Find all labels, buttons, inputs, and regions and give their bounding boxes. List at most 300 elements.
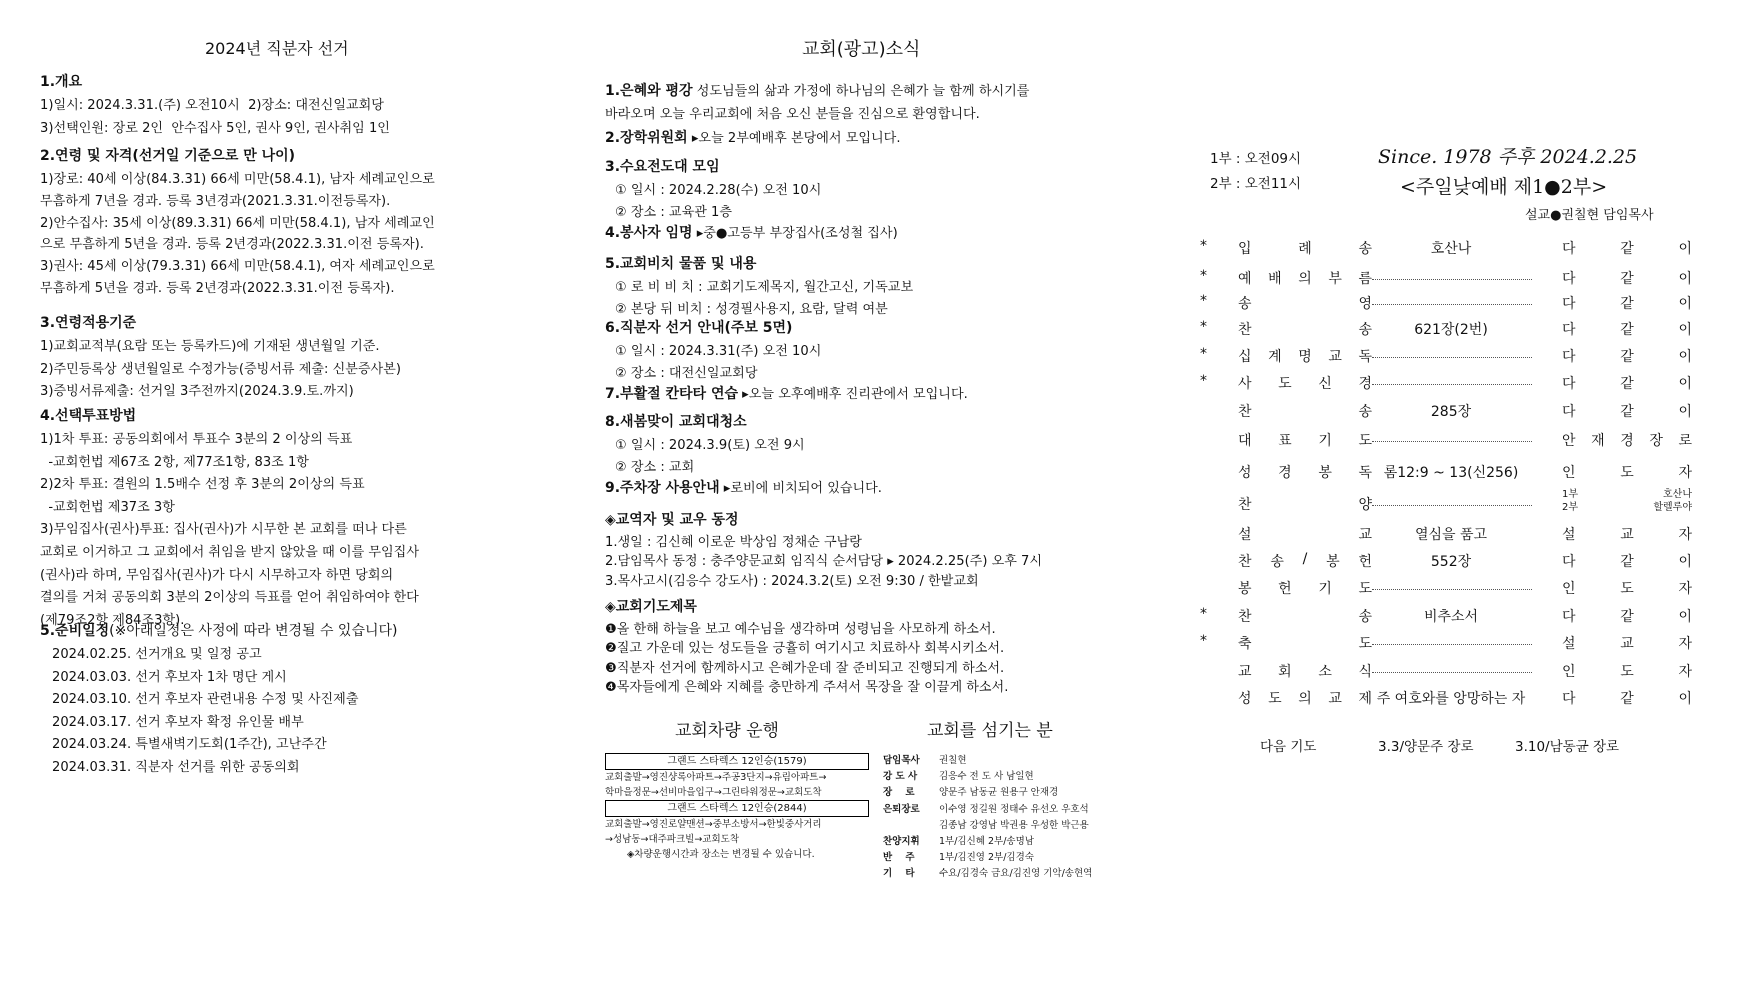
servant-row — [883, 769, 1123, 785]
election-section — [40, 312, 520, 404]
order-element-name — [1238, 373, 1372, 393]
order-leader — [1562, 268, 1692, 288]
order-element-name — [1238, 319, 1372, 339]
order-name-char: 례 — [1298, 241, 1312, 257]
order-leader-line — [1562, 488, 1692, 501]
order-name-char: 의 — [1298, 271, 1312, 287]
order-star: * — [1200, 373, 1207, 389]
order-name-char: 회 — [1278, 664, 1292, 680]
order-leader-char: 경 — [1620, 433, 1634, 449]
news-item-line: ① 일시 : 2024.2.28(수) 오전 10시 — [615, 182, 822, 198]
order-leader-char: 같 — [1620, 609, 1634, 625]
order-leader-char: 같 — [1620, 404, 1634, 420]
news-item-heading: 2.장학위원회 — [605, 130, 688, 146]
order-name-char: 예 — [1238, 271, 1252, 287]
order-row — [1200, 401, 1720, 421]
order-leader-char: 자 — [1678, 636, 1692, 652]
order-name-char: 표 — [1278, 433, 1292, 449]
order-name-char: 양 — [1358, 497, 1372, 513]
order-leader-char: 이 — [1678, 241, 1692, 257]
service-time-1: 1부 : 오전09시 — [1210, 151, 1302, 167]
order-leader-char: 교 — [1620, 636, 1634, 652]
order-name-char: 의 — [1298, 691, 1312, 707]
election-section-heading — [40, 145, 520, 165]
order-name-char: / — [1302, 551, 1308, 567]
order-name-char: 성 — [1238, 691, 1252, 707]
election-section-heading — [40, 405, 520, 425]
next-prayer-1: 3.3/양문주 장로 — [1378, 739, 1474, 755]
order-element-name — [1238, 551, 1372, 571]
news-item-heading: 5.교회비치 물품 및 내용 — [605, 256, 757, 272]
order-leader-char: 다 — [1562, 241, 1576, 257]
bus-1-route-2: 학마을정문→선비마을입구→그린타워정문→교회도착 — [605, 787, 822, 798]
order-name-char: 축 — [1238, 636, 1252, 652]
vehicle-note: ◈차량운행시간과 장소는 변경될 수 있습니다. — [627, 849, 815, 860]
order-leader-char: 같 — [1620, 376, 1634, 392]
order-star: * — [1200, 293, 1207, 309]
service-name: <주일낮예배 제1●2부> — [1400, 176, 1608, 198]
order-leader — [1562, 373, 1692, 393]
news-item — [605, 411, 1125, 480]
order-name-char: 신 — [1318, 376, 1332, 392]
news-item — [605, 156, 1125, 225]
order-row — [1200, 688, 1720, 708]
order-leader-char: 이 — [1678, 322, 1692, 338]
news-item-heading-line — [605, 317, 1125, 341]
order-dotted-leader — [1372, 672, 1532, 673]
news-item-line: ② 장소 : 교회 — [615, 460, 695, 475]
order-name-char: 찬 — [1238, 497, 1252, 513]
election-line: 2024.03.10. 선거 후보자 관련내용 수정 및 사진제출 — [52, 692, 359, 708]
election-title: 2024년 직분자 선거 — [205, 39, 349, 58]
election-line: 3)증빙서류제출: 선거일 3주전까지(2024.3.9.토.까지) — [40, 384, 354, 400]
servant-names: 이수영 정길원 정태수 유선오 우호석 — [939, 803, 1089, 815]
servant-names: 1부/김신혜 2부/송명남 — [939, 836, 1034, 848]
news-item-heading: ◈교역자 및 교우 동정 — [605, 512, 739, 528]
order-leader-char: 다 — [1562, 271, 1576, 287]
order-name-char: 송 — [1270, 554, 1284, 570]
order-leader — [1562, 524, 1692, 544]
election-line: (권사)라 하며, 무임집사(권사)가 다시 시무하고자 하면 당회의 — [40, 567, 394, 583]
order-name-char: 도 — [1358, 433, 1372, 449]
order-leader-char: 이 — [1678, 609, 1692, 625]
election-line: 2)2차 투표: 결원의 1.5배수 선정 후 3분의 2이상의 득표 — [40, 477, 365, 493]
order-leader-char: 재 — [1591, 433, 1605, 449]
order-row — [1200, 578, 1720, 598]
news-item — [605, 80, 1125, 126]
election-line: (제79조2항 제84조3항). — [40, 612, 185, 628]
news-item-heading: 6.직분자 선거 안내(주보 5면) — [605, 320, 793, 336]
election-line: 으로 무흠하게 5년을 경과. 등록 2년경과(2022.3.31.이전 등록자). — [40, 237, 424, 253]
order-detail: 호산나 — [1430, 241, 1472, 257]
order-dotted-leader — [1372, 357, 1532, 358]
news-item — [605, 253, 1125, 322]
servant-names: 1부/김진영 2부/김경숙 — [939, 852, 1034, 864]
order-name-char: 도 — [1358, 581, 1372, 597]
order-element-name — [1238, 524, 1372, 544]
servant-role: 반 주 — [883, 852, 915, 864]
election-heading-note: (※아래일정은 사정에 따라 변경될 수 있습니다) — [109, 623, 398, 639]
news-item — [605, 477, 1125, 501]
order-dotted-leader — [1372, 384, 1532, 385]
bus-2-route-1: 교회출발→영진로얄맨션→중부소방서→한빛중사거리 — [605, 819, 822, 830]
order-element-name — [1238, 268, 1372, 288]
order-element-name — [1238, 238, 1372, 258]
order-row — [1200, 661, 1720, 681]
order-dotted-leader — [1372, 304, 1532, 305]
news-item-heading-line — [605, 80, 1125, 104]
order-leader-char: 같 — [1620, 271, 1634, 287]
order-leader — [1562, 606, 1692, 626]
news-item-heading: 8.새봄맞이 교회대청소 — [605, 414, 747, 430]
news-item-line: 3.목사고시(김응수 강도사) : 2024.3.2(토) 오전 9:30 / 한밭교회 — [605, 573, 979, 589]
news-item-heading: 9.주차장 사용안내 — [605, 480, 720, 496]
order-leader-char: 자 — [1678, 465, 1692, 481]
order-row — [1200, 606, 1720, 626]
order-name-char: 송 — [1358, 404, 1372, 420]
news-item — [605, 383, 1125, 407]
order-row — [1200, 551, 1720, 571]
order-element-name — [1238, 606, 1372, 626]
order-leader-char: 도 — [1620, 465, 1634, 481]
order-leader-char: 인 — [1562, 465, 1576, 481]
news-item-heading-line — [605, 156, 1125, 180]
news-item-heading-line — [605, 383, 1125, 407]
news-item-line: ❶올 한해 하늘을 보고 예수님을 생각하며 성령님을 사모하게 하소서. — [605, 621, 996, 637]
order-name-char: 사 — [1238, 376, 1252, 392]
servant-row — [883, 753, 1123, 769]
order-leader-char: 다 — [1562, 376, 1576, 392]
election-line: 3)선택인원: 장로 2인 안수집사 5인, 권사 9인, 권사취임 1인 — [40, 120, 390, 136]
order-leader — [1562, 551, 1692, 571]
order-star: * — [1200, 238, 1207, 254]
servant-row — [883, 785, 1123, 801]
order-leader-part: 2부 — [1562, 502, 1579, 513]
bus-1-route-1: 교회출발→영진샹록아파트→주공3단지→유림아파트→ — [605, 772, 827, 783]
servant-role: 담임목사 — [883, 755, 920, 766]
order-name-char: 기 — [1318, 433, 1332, 449]
order-leader-char: 같 — [1620, 691, 1634, 707]
news-item — [605, 127, 1125, 151]
order-name-char: 명 — [1298, 349, 1312, 365]
servant-role: 강 도 사 — [883, 771, 918, 783]
order-leader-char: 다 — [1562, 404, 1576, 420]
news-item — [605, 509, 1125, 591]
order-element-name — [1238, 578, 1372, 598]
order-name-char: 소 — [1318, 664, 1332, 680]
order-name-char: 찬 — [1238, 609, 1252, 625]
news-item-heading-line — [605, 411, 1125, 435]
news-title: 교회(광고)소식 — [802, 39, 921, 60]
order-star: * — [1200, 606, 1207, 622]
order-leader-char: 도 — [1620, 664, 1634, 680]
order-name-char: 경 — [1358, 376, 1372, 392]
election-section-heading — [40, 620, 520, 640]
order-leader — [1562, 430, 1692, 450]
order-row — [1200, 524, 1720, 544]
election-section-heading — [40, 71, 520, 91]
news-item-line: ② 장소 : 교육관 1층 — [615, 205, 733, 220]
order-element-name — [1238, 688, 1372, 708]
election-heading-text: 2.연령 및 자격(선거일 기준으로 만 나이) — [40, 148, 296, 164]
order-name-char: 교 — [1238, 664, 1252, 680]
election-section-heading — [40, 312, 520, 332]
election-line: -교회헌법 제37조 3항 — [40, 499, 175, 515]
order-dotted-leader — [1372, 279, 1532, 280]
bus-2-route-2: →성남동→대주파크빌→교회도착 — [605, 834, 740, 845]
servant-role: 장 로 — [883, 787, 915, 799]
order-name-char: 봉 — [1326, 554, 1340, 570]
order-name-char: 십 — [1238, 349, 1252, 365]
servant-row — [883, 850, 1123, 866]
order-detail: 열심을 품고 — [1414, 527, 1488, 543]
news-item-line: 2.담임목사 동정 : 충주양문교회 임직식 순서담당 ▸ 2024.2.25(주) 오후 7시 — [605, 554, 1043, 569]
order-leader-char: 다 — [1562, 609, 1576, 625]
news-item-heading-line — [605, 222, 1125, 246]
news-item-line: ❸직분자 선거에 함께하시고 은혜가운데 잘 준비되고 진행되게 하소서. — [605, 660, 1005, 676]
order-element-name — [1238, 430, 1372, 450]
order-leader-multi — [1562, 488, 1692, 514]
servants-list — [883, 753, 1123, 883]
order-dotted-leader — [1372, 505, 1532, 506]
order-name-char: 대 — [1238, 433, 1252, 449]
order-detail: 621장(2번) — [1414, 322, 1488, 338]
news-item-heading: 3.수요전도대 모임 — [605, 159, 720, 175]
servant-role: 은퇴장로 — [883, 803, 920, 815]
order-name-char: 송 — [1238, 296, 1252, 312]
order-detail: 비추소서 — [1423, 609, 1479, 625]
election-line: 2024.03.24. 특별새벽기도회(1주간), 고난주간 — [52, 737, 327, 753]
news-item-text: ▸오늘 2부예배후 본당에서 모입니다. — [687, 131, 901, 146]
order-name-char: 식 — [1358, 664, 1372, 680]
order-row — [1200, 373, 1720, 393]
order-element-name — [1238, 494, 1372, 514]
election-line: 무흠하게 7년을 경과. 등록 3년경과(2021.3.31.이전등록자). — [40, 193, 391, 209]
order-leader — [1562, 293, 1692, 313]
news-item-line: 1.생일 : 김신혜 이로운 박상임 정채순 구남랑 — [605, 534, 862, 550]
order-name-char: 송 — [1358, 609, 1372, 625]
order-leader-char: 같 — [1620, 349, 1634, 365]
news-item-heading-line — [605, 509, 1125, 533]
order-leader-char: 이 — [1678, 691, 1692, 707]
order-leader-char: 자 — [1678, 527, 1692, 543]
news-item-line: ② 장소 : 대전신일교회당 — [615, 366, 758, 381]
order-leader-char: 교 — [1620, 527, 1634, 543]
order-leader — [1562, 319, 1692, 339]
order-name-char: 도 — [1268, 691, 1282, 707]
since-date: Since. 1978 주후 2024.2.25 — [1378, 146, 1638, 168]
order-leader-char: 장 — [1649, 433, 1663, 449]
order-row — [1200, 346, 1720, 366]
election-heading-text: 3.연령적용기준 — [40, 315, 137, 331]
order-name-char: 도 — [1358, 636, 1372, 652]
news-item — [605, 222, 1125, 246]
election-line: 3)권사: 45세 이상(79.3.31) 66세 미만(58.4.1), 여자 세례교인으로 — [40, 259, 435, 275]
news-item-line: ② 본당 뒤 비치 : 성경필사용지, 요람, 달력 여분 — [615, 302, 888, 317]
order-leader-char: 같 — [1620, 554, 1634, 570]
election-line: 1)장로: 40세 이상(84.3.31) 66세 미만(58.4.1), 남자 세례교인으로 — [40, 172, 435, 187]
order-name-char: 름 — [1358, 271, 1372, 287]
election-section — [40, 71, 520, 140]
election-heading-text: 4.선택투표방법 — [40, 408, 137, 424]
next-prayer-2: 3.10/남동균 장로 — [1515, 739, 1620, 755]
order-leader-char: 다 — [1562, 554, 1576, 570]
news-item-heading-line — [605, 596, 1125, 620]
servant-names: 양문주 남동균 원용구 안재경 — [939, 787, 1059, 799]
order-element-name — [1238, 293, 1372, 313]
order-leader-char: 자 — [1678, 664, 1692, 680]
order-name-char: 독 — [1358, 465, 1372, 481]
order-detail: 주 여호와를 앙망하는 자 — [1376, 691, 1526, 707]
order-leader-char: 이 — [1678, 349, 1692, 365]
news-item-heading: ◈교회기도제목 — [605, 599, 697, 615]
order-name-char: 제 — [1358, 691, 1372, 707]
servant-row — [883, 802, 1123, 818]
vehicle-title: 교회차량 운행 — [675, 721, 779, 741]
bus-1-name: 그랜드 스타렉스 12인승(1579) — [605, 753, 869, 770]
order-row — [1200, 319, 1720, 339]
order-leader-char: 설 — [1562, 636, 1576, 652]
election-line: 무흠하게 5년을 경과. 등록 2년경과(2022.3.31.이전 등록자). — [40, 280, 395, 296]
order-leader-part: 호산나 — [1663, 489, 1692, 500]
service-time-2: 2부 : 오전11시 — [1210, 176, 1302, 192]
news-item-heading: 4.봉사자 임명 — [605, 225, 693, 241]
order-name-char: 찬 — [1238, 554, 1252, 570]
order-name-char: 입 — [1238, 241, 1252, 257]
election-line: 2024.02.25. 선거개요 및 일정 공고 — [52, 647, 262, 662]
election-heading-text: 1.개요 — [40, 74, 83, 90]
order-leader-char: 이 — [1678, 271, 1692, 287]
election-section — [40, 145, 520, 300]
election-line: 2024.03.03. 선거 후보자 1차 명단 게시 — [52, 669, 287, 685]
order-leader-char: 다 — [1562, 349, 1576, 365]
order-leader-char: 도 — [1620, 581, 1634, 597]
election-line: 1)교회교적부(요람 또는 등록카드)에 기재된 생년월일 기준. — [40, 339, 380, 354]
order-leader-char: 로 — [1678, 433, 1692, 449]
order-leader-char: 다 — [1562, 296, 1576, 312]
news-item-text: ▸중●고등부 부장집사(조성철 집사) — [692, 226, 898, 241]
order-leader — [1562, 462, 1692, 482]
news-item — [605, 596, 1125, 698]
order-row — [1200, 268, 1720, 288]
order-name-char: 독 — [1358, 349, 1372, 365]
election-line: 1)1차 투표: 공동의회에서 투표수 3분의 2 이상의 득표 — [40, 432, 353, 447]
news-item-heading-line — [605, 127, 1125, 151]
order-leader — [1562, 238, 1692, 258]
order-leader — [1562, 346, 1692, 366]
servant-role: 기 타 — [883, 868, 915, 880]
order-leader-char: 인 — [1562, 664, 1576, 680]
next-prayer-label: 다음 기도 — [1260, 739, 1317, 755]
order-name-char: 도 — [1278, 376, 1292, 392]
order-row — [1200, 633, 1720, 653]
order-star: * — [1200, 268, 1207, 284]
order-star: * — [1200, 346, 1207, 362]
news-item-text: 성도님들의 삶과 가정에 하나님의 은혜가 늘 함께 하시기를 — [692, 84, 1030, 99]
order-name-char: 찬 — [1238, 322, 1252, 338]
order-leader-char: 자 — [1678, 581, 1692, 597]
order-element-name — [1238, 661, 1372, 681]
order-leader — [1562, 401, 1692, 421]
order-star: * — [1200, 633, 1207, 649]
order-row — [1200, 462, 1720, 482]
order-name-char: 설 — [1238, 527, 1252, 543]
news-item-text: ▸오늘 오후예배후 진리관에서 모입니다. — [738, 387, 968, 402]
order-name-char: 배 — [1268, 271, 1282, 287]
order-element-name — [1238, 462, 1372, 482]
order-dotted-leader — [1372, 441, 1532, 442]
servant-names: 수요/김경숙 금요/김진영 기악/송현역 — [939, 868, 1093, 880]
order-leader-char: 이 — [1678, 554, 1692, 570]
election-line: 1)일시: 2024.3.31.(주) 오전10시 2)장소: 대전신일교회당 — [40, 98, 384, 113]
order-leader-char: 다 — [1562, 322, 1576, 338]
election-heading-text: 5.준비일정 — [40, 623, 110, 639]
election-line: 2024.03.17. 선거 후보자 확정 유인물 배부 — [52, 714, 304, 730]
order-leader-char: 같 — [1620, 296, 1634, 312]
election-line: -교회헌법 제67조 2항, 제77조1항, 83조 1항 — [40, 454, 309, 470]
news-item-line: ① 일시 : 2024.3.9(토) 오전 9시 — [615, 437, 805, 453]
order-name-char: 부 — [1328, 271, 1342, 287]
news-item-line: ① 로 비 비 치 : 교회기도제목지, 월간고신, 기독교보 — [615, 279, 914, 295]
servant-names: 권칠현 — [939, 755, 967, 766]
election-line: 교회로 이거하고 그 교회에서 취임을 받지 않았을 때 이를 무임집사 — [40, 544, 419, 560]
order-leader-char: 이 — [1678, 404, 1692, 420]
servant-names: 김종남 강영남 박권용 우성한 박근용 — [939, 819, 1089, 831]
order-leader-char: 인 — [1562, 581, 1576, 597]
order-name-char: 교 — [1328, 691, 1342, 707]
order-leader-char: 다 — [1562, 691, 1576, 707]
election-line: 2024.03.31. 직분자 선거를 위한 공동의회 — [52, 759, 300, 775]
order-leader — [1562, 633, 1692, 653]
news-item-line: ❷질고 가운데 있는 성도들을 긍휼히 여기시고 치료하사 회복시키소서. — [605, 641, 1005, 656]
order-leader-char: 설 — [1562, 527, 1576, 543]
order-name-char: 경 — [1278, 465, 1292, 481]
order-name-char: 헌 — [1278, 581, 1292, 597]
order-leader-char: 이 — [1678, 296, 1692, 312]
order-element-name — [1238, 346, 1372, 366]
order-name-char: 봉 — [1238, 581, 1252, 597]
order-element-name — [1238, 401, 1372, 421]
news-item-heading: 7.부활절 칸타타 연습 — [605, 386, 738, 402]
news-item-heading: 1.은혜와 평강 — [605, 83, 693, 99]
servant-row — [883, 866, 1123, 882]
election-section — [40, 405, 520, 632]
order-leader — [1562, 578, 1692, 598]
order-name-char: 성 — [1238, 465, 1252, 481]
order-leader — [1562, 688, 1692, 708]
news-item-heading-line — [605, 253, 1125, 277]
order-dotted-leader — [1372, 644, 1532, 645]
election-line: 3)무임집사(권사)투표: 집사(권사)가 시무한 본 교회를 떠나 다른 — [40, 522, 407, 538]
order-leader-char: 같 — [1620, 322, 1634, 338]
election-line: 2)주민등록상 생년월일로 수정가능(증빙서류 제출: 신분증사본) — [40, 361, 401, 377]
order-name-char: 헌 — [1358, 554, 1372, 570]
order-star: * — [1200, 319, 1207, 335]
order-name-char: 교 — [1358, 527, 1372, 543]
order-name-char: 기 — [1318, 581, 1332, 597]
election-line: 결의를 거쳐 공동의회 3분의 2이상의 득표를 얻어 취임하여야 한다 — [40, 590, 419, 606]
news-item-line: ① 일시 : 2024.3.31(주) 오전 10시 — [615, 343, 822, 359]
order-row — [1200, 238, 1720, 258]
news-item-text: ▸로비에 비치되어 있습니다. — [719, 481, 882, 496]
order-name-char: 찬 — [1238, 404, 1252, 420]
order-name-char: 교 — [1328, 349, 1342, 365]
order-detail: 285장 — [1430, 404, 1472, 420]
order-leader-char: 안 — [1562, 433, 1576, 449]
news-item-line: 바라오며 오늘 우리교회에 처음 오신 분들을 진심으로 환영합니다. — [605, 106, 980, 122]
order-name-char: 영 — [1358, 296, 1372, 312]
order-name-char: 송 — [1358, 322, 1372, 338]
